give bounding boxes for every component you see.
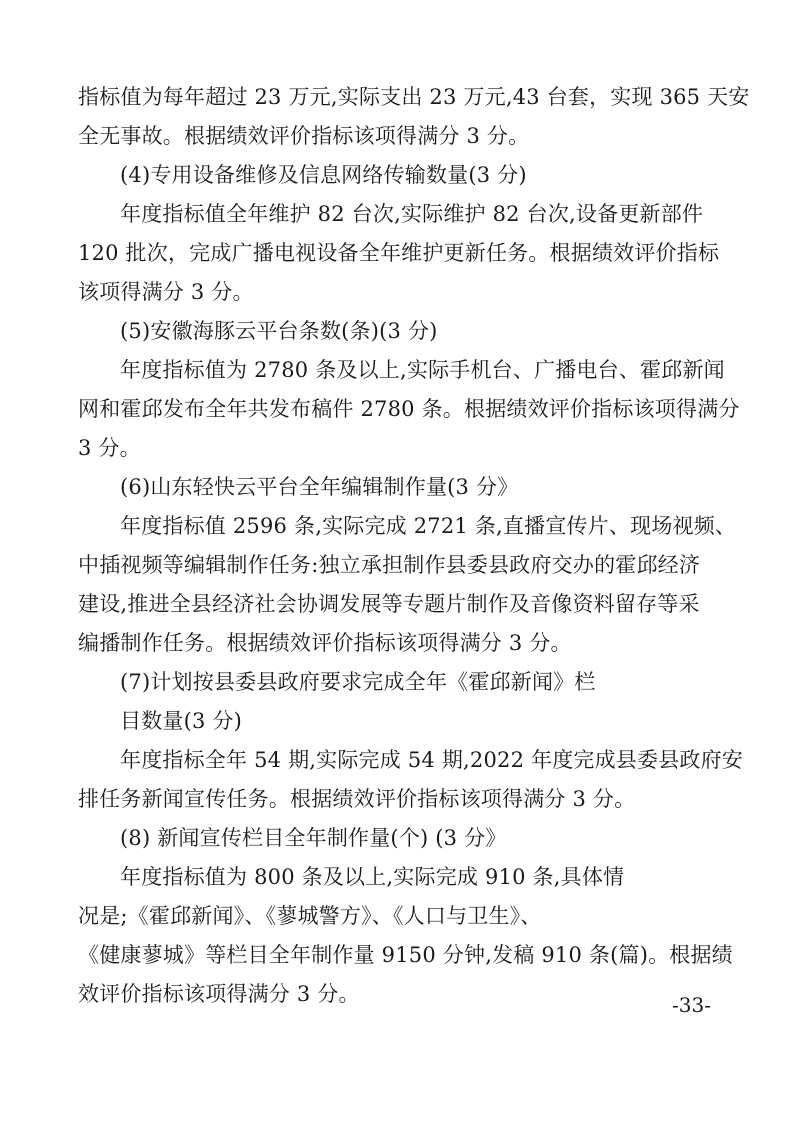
section-heading-7-continued: 目数量(3 分) bbox=[120, 709, 243, 733]
paragraph-line: 全无事故。根据绩效评价指标该项得满分 3 分。 bbox=[78, 124, 530, 148]
paragraph-line: 编播制作任务。根据绩效评价指标该项得满分 3 分。 bbox=[78, 631, 572, 655]
section-heading-6: (6)山东轻快云平台全年编辑制作量(3 分》 bbox=[120, 475, 519, 499]
paragraph-line: 效评价指标该项得满分 3 分。 bbox=[78, 982, 360, 1006]
paragraph-line: 排任务新闻宣传任务。根据绩效评价指标该项得满分 3 分。 bbox=[78, 787, 636, 811]
paragraph-line: 《健康蓼城》等栏目全年制作量 9150 分钟,发稿 910 条(篇)。根据绩 bbox=[78, 943, 733, 967]
paragraph-line: 年度指标值为 800 条及以上,实际完成 910 条,具体情 bbox=[120, 865, 625, 889]
paragraph-line: 年度指标值为 2780 条及以上,实际手机台、广播电台、霍邱新闻 bbox=[120, 358, 725, 382]
paragraph-line: 建设,推进全县经济社会协调发展等专题片制作及音像资料留存等采 bbox=[78, 592, 700, 616]
paragraph-line: 年度指标值全年维护 82 台次,实际维护 82 台次,设备更新部件 bbox=[120, 202, 704, 226]
section-heading-8: (8) 新闻宣传栏目全年制作量(个) (3 分》 bbox=[120, 826, 507, 850]
section-heading-5: (5)安徽海豚云平台条数(条)(3 分) bbox=[120, 319, 438, 343]
section-heading-4: (4)专用设备维修及信息网络传输数量(3 分) bbox=[120, 163, 527, 187]
paragraph-line: 况是;《霍邱新闻》、《蓼城警方》、《人口与卫生》、 bbox=[78, 904, 542, 928]
page-number: -33- bbox=[672, 993, 711, 1017]
paragraph-line: 指标值为每年超过 23 万元,实际支出 23 万元,43 台套，实现 365 天安 bbox=[78, 85, 750, 109]
paragraph-line: 网和霍邱发布全年共发布稿件 2780 条。根据绩效评价指标该项得满分 bbox=[78, 397, 740, 421]
paragraph-line: 中插视频等编辑制作任务:独立承担制作县委县政府交办的霍邱经济 bbox=[78, 553, 701, 577]
paragraph-line: 120 批次，完成广播电视设备全年维护更新任务。根据绩效评价指标 bbox=[78, 241, 720, 265]
paragraph-line: 3 分。 bbox=[78, 436, 141, 460]
paragraph-line: 年度指标全年 54 期,实际完成 54 期,2022 年度完成县委县政府安 bbox=[120, 748, 744, 772]
section-heading-7: (7)计划按县委县政府要求完成全年《霍邱新闻》栏 bbox=[120, 670, 596, 694]
paragraph-line: 该项得满分 3 分。 bbox=[78, 280, 254, 304]
paragraph-line: 年度指标值 2596 条,实际完成 2721 条,直播宣传片、现场视频、 bbox=[120, 514, 737, 538]
